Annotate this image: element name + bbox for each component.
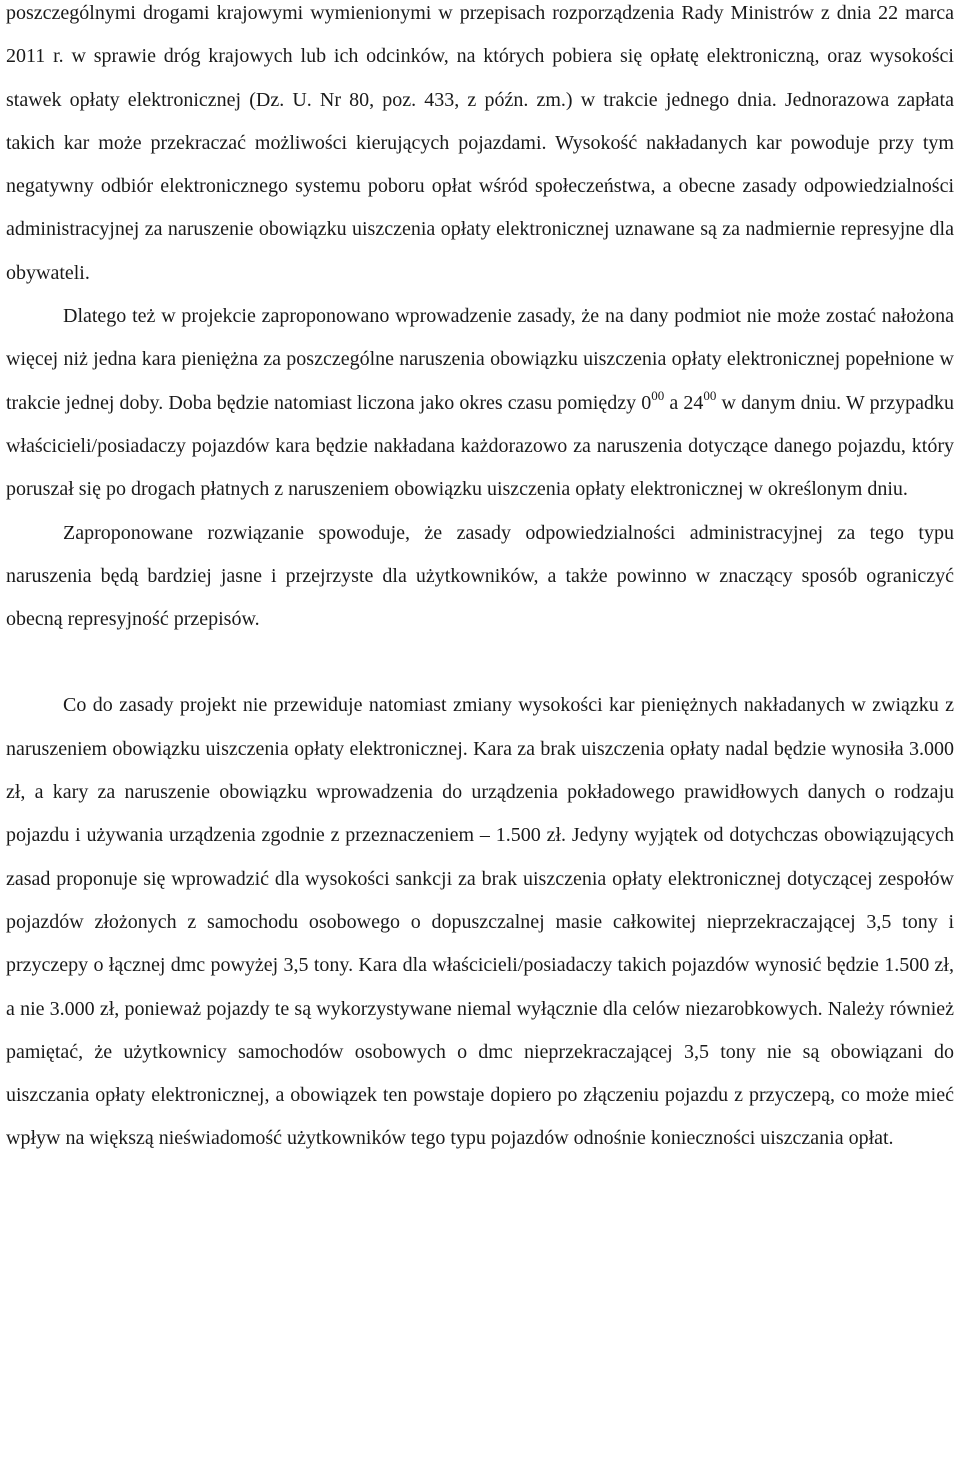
superscript-hour-start: 00: [651, 387, 665, 403]
paragraph-text: poszczególnymi drogami krajowymi wymienionymi w przepisach rozporządzenia Rady Ministrów z dnia 22 marca 2011 r. w sprawie dróg krajowych lub ich odcinków, na których pobiera się opłatę elektroniczną, oraz wysokości stawek opłaty elektronicznej (Dz. U. Nr 80, poz. 433, z późn. zm.) w trakcie jednego dnia. Jednorazowa zapłata takich kar może przekraczać możliwości kierujących pojazdami. Wysokość nakładanych kar powoduje przy tym negatywny odbiór elektronicznego systemu poboru opłat wśród społeczeństwa, a obecne zasady odpowiedzialności administracyjnej za naruszenie obowiązku uiszczenia opłaty elektronicznej uznawane są za nadmiernie represyjne dla obywateli.: [6, 2, 954, 284]
paragraph-proposed-solution: [6, 512, 954, 642]
paragraph-penalty-amounts: [6, 684, 954, 1160]
paragraph-text: Zaproponowane rozwiązanie spowoduje, że zasady odpowiedzialności administracyjnej za tego typu naruszenia będą bardziej jasne i przejrzyste dla użytkowników, a także powinno w znaczący sposób ograniczyć obecną represyjność przepisów.: [6, 521, 954, 631]
paragraph-text: w danym dniu. W przypadku właścicieli/posiadaczy pojazdów kara będzie nakładana każdorazowo za naruszenia dotyczące danego pojazdu, który poruszał się po drogach płatnych z naruszeniem obowiązku uiszczenia opłaty elektronicznej w określonym dniu.: [6, 391, 954, 501]
paragraph-single-penalty-rule: [6, 295, 954, 511]
paragraph-text: Co do zasady projekt nie przewiduje natomiast zmiany wysokości kar pieniężnych nakładanych w związku z naruszeniem obowiązku uiszczenia opłaty elektronicznej. Kara za brak uiszczenia opłaty nadal będzie wynosiła 3.000 zł, a kary za naruszenie obowiązku wprowadzenia do urządzenia pokładowego prawidłowych danych o rodzaju pojazdu i używania urządzenia zgodnie z przeznaczeniem – 1.500 zł. Jedyny wyjątek od dotychczas obowiązujących zasad proponuje się wprowadzić dla wysokości sankcji za brak uiszczenia opłaty elektronicznej dotyczącej zespołów pojazdów złożonych z samochodu osobowego o dopuszczalnej masie całkowitej nieprzekraczającej 3,5 tony i przyczepy o łącznej dmc powyżej 3,5 tony. Kara dla właścicieli/posiadaczy takich pojazdów wynosić będzie 1.500 zł, a nie 3.000 zł, ponieważ pojazdy te są wykorzystywane niemal wyłącznie dla celów niezarobkowych. Należy również pamiętać, że użytkownicy samochodów osobowych o dmc nieprzekraczającej 3,5 tony nie są obowiązani do uiszczania opłaty elektronicznej, a obowiązek ten powstaje dopiero po złączeniu pojazdu z przyczepą, co może mieć wpływ na większą nieświadomość użytkowników tego typu pojazdów odnośnie konieczności uiszczania opłat.: [6, 694, 954, 1150]
document-page: [6, 0, 954, 1161]
paragraph-continuation: [6, 0, 954, 295]
superscript-hour-end: 00: [703, 387, 717, 403]
paragraph-text: a 24: [664, 391, 704, 414]
paragraph-text: Dlatego też w projekcie zaproponowano wprowadzenie zasady, że na dany podmiot nie może zostać nałożona więcej niż jedna kara pieniężna za poszczególne naruszenia obowiązku uiszczenia opłaty elektronicznej popełnione w trakcie jednej doby. Doba będzie natomiast liczona jako okres czasu pomiędzy 0: [6, 305, 954, 414]
